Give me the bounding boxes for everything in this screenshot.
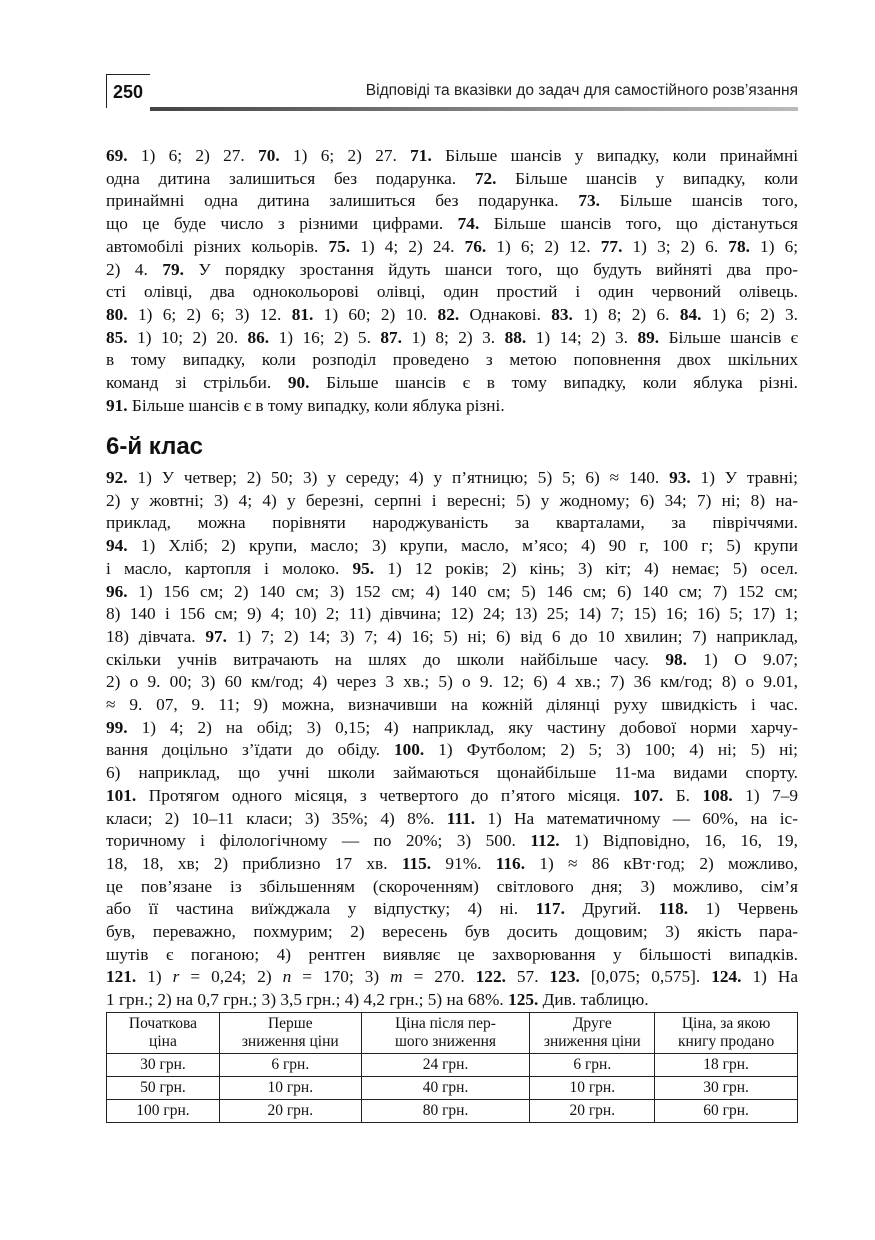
problem-number: 123. — [549, 967, 580, 987]
text-line — [106, 349, 798, 372]
answer-text: Більше шансів є в тому випадку, коли яблука різні. — [127, 395, 505, 415]
problem-number: 89. — [637, 327, 660, 347]
answer-text: 1) 6; 2) 27. — [279, 146, 411, 165]
answer-text: Протягом одного місяця, з четвертого до п’ятого місяця. — [136, 785, 633, 805]
problem-number: 92. — [106, 468, 128, 487]
table-cell: 6 грн. — [530, 1054, 655, 1077]
answer-text: = 170; 3) — [291, 967, 391, 987]
table-header-text: ціна — [149, 1033, 177, 1050]
text-line — [106, 467, 798, 490]
problem-number: 111. — [446, 808, 476, 828]
table-header-cell — [530, 1013, 655, 1054]
answer-text: ≈ 9. 07, 9. 11; 9) можна, визначивши на кожній ділянці руху швидкість і час. — [106, 695, 798, 715]
text-line — [106, 236, 798, 259]
table-header-row — [107, 1013, 798, 1054]
problem-number: 96. — [106, 581, 128, 601]
answer-text: був, переважно, похмурим; 2) вересень був досить дощовим; 3) якість пара- — [106, 922, 798, 942]
table-cell: 60 грн. — [655, 1100, 798, 1123]
table-cell: 80 грн. — [361, 1100, 530, 1123]
text-line — [106, 989, 798, 1012]
answer-text: 1) ≈ 86 кВт·год; 2) можливо, — [525, 853, 798, 873]
text-line — [106, 694, 798, 717]
answer-text: 1) Хліб; 2) крупи, масло; 3) крупи, масло, м’ясо; 4) 90 г, 100 г; 5) крупи — [127, 536, 798, 556]
answer-text: Однакові. — [459, 304, 552, 324]
page-header — [106, 74, 798, 112]
problem-number: 122. — [475, 967, 506, 987]
answer-text: 1) 8; 2) 3. — [402, 327, 505, 347]
table-header-cell — [361, 1013, 530, 1054]
answer-text: 91%. — [431, 853, 496, 873]
answer-text: в тому випадку, коли розподіл проведено з метою поповнення двох шкільних — [106, 350, 798, 370]
problem-number: 124. — [711, 967, 742, 987]
problem-number: 117. — [535, 899, 565, 919]
text-line — [106, 327, 798, 350]
page-number: 250 — [106, 74, 150, 108]
answer-text: 1) На — [741, 967, 799, 987]
text-line — [106, 304, 798, 327]
text-line — [106, 281, 798, 304]
answer-text: 2) о 9. 00; 3) 60 км/год; 4) через 3 хв.; 5) о 9. 12; 6) 4 хв.; 7) 36 км/год; 8) о 9.01, — [106, 672, 798, 692]
answer-text: Більше шансів у випадку, коли принаймні — [431, 146, 799, 165]
problem-number: 87. — [380, 327, 402, 347]
section-title: 6-й клас — [106, 433, 204, 460]
problem-number: 88. — [504, 327, 527, 347]
header-rule — [150, 107, 798, 111]
answer-text: 18, 18, хв; 2) приблизно 17 хв. — [106, 853, 402, 873]
answer-text: 57. — [505, 967, 550, 987]
answer-text: 1) 3; 2) 6. — [622, 236, 729, 256]
problem-number: 100. — [393, 740, 425, 760]
answer-text: 1) 4; 2) на обід; 3) 0,15; 4) наприклад, яку частину добової норми харчу- — [127, 717, 798, 737]
problem-number: 98. — [665, 649, 687, 669]
answer-text: принаймні одна дитина залишиться без подарунка. — [106, 191, 579, 211]
text-line — [106, 558, 798, 581]
table-cell: 40 грн. — [361, 1077, 530, 1100]
answer-text: приклад, можна порівняти народжуваність за кварталами, за півріччями. — [106, 513, 798, 533]
answer-text: 1) 4; 2) 24. — [350, 236, 465, 256]
problem-number: 83. — [551, 304, 573, 324]
table-row — [107, 1054, 798, 1077]
text-line — [106, 876, 798, 899]
answer-text: 1) 7–9 — [732, 785, 798, 805]
table-cell: 20 грн. — [219, 1100, 361, 1123]
answer-text: і масло, картопля і молоко. — [106, 558, 353, 578]
answer-text: 2) у жовтні; 3) 4; 4) у березні, серпні і вересні; 5) у жодному; 6) 34; 7) ні; 8) на- — [106, 490, 798, 510]
problem-number: 91. — [106, 395, 128, 415]
problem-number: 95. — [352, 558, 375, 578]
answer-text: або її частина виїжджала у відпустку; 4) ні. — [106, 899, 536, 919]
text-line — [106, 853, 798, 876]
table-header-text: зниження ціни — [241, 1033, 339, 1050]
answer-text: 1 грн.; 2) на 0,7 грн.; 3) 3,5 грн.; 4) 4,2 грн.; 5) на 68%. — [106, 990, 509, 1010]
table-row — [107, 1077, 798, 1100]
problem-number: 73. — [578, 191, 600, 211]
answer-text: 1) 12 років; 2) кінь; 3) кіт; 4) немає; 5) осел. — [374, 558, 798, 578]
answer-text: 1) Футболом; 2) 5; 3) 100; 4) ні; 5) ні; — [424, 740, 798, 760]
answer-text: 1) У травні; — [690, 468, 798, 487]
problem-number: 78. — [728, 236, 750, 256]
answer-text: 1) — [136, 967, 173, 987]
answer-text: 1) 7; 2) 14; 3) 7; 4) 16; 5) ні; 6) від 6 до 10 хвилин; 7) наприклад, — [226, 626, 798, 646]
table-cell: 30 грн. — [655, 1077, 798, 1100]
problem-number: 108. — [702, 785, 733, 805]
answer-text: 1) 6; 2) 3. — [701, 304, 799, 324]
answer-text: Більше шансів того, що дістануться — [479, 214, 798, 234]
text-line — [106, 830, 798, 853]
problem-number: 80. — [106, 304, 128, 324]
table-cell: 20 грн. — [530, 1100, 655, 1123]
answer-text: У порядку зростання йдуть шанси того, що будуть вийняті два про- — [183, 259, 798, 279]
table-cell: 10 грн. — [219, 1077, 361, 1100]
answer-text: команд зі стрільби. — [106, 373, 288, 393]
answer-text: 8) 140 і 156 см; 9) 4; 10) 2; 11) дівчина; 12) 24; 13) 25; 14) 7; 15) 16; 16) 5; 17) 1; — [106, 604, 798, 624]
table-cell: 30 грн. — [107, 1054, 220, 1077]
text-line — [106, 603, 798, 626]
problem-number: 76. — [464, 236, 487, 256]
text-line — [106, 512, 798, 535]
answer-text: Більше шансів є — [659, 327, 799, 347]
problem-number: 75. — [328, 236, 351, 256]
price-table — [106, 1012, 798, 1123]
answer-text: шутів є поганою; 4) рентген виявляє це захворювання у більшості випадків. — [106, 944, 798, 964]
problem-number: 70. — [258, 146, 280, 165]
text-line — [106, 921, 798, 944]
table-cell: 50 грн. — [107, 1077, 220, 1100]
text-line — [106, 898, 798, 921]
table-header-text: зниження ціни — [543, 1033, 641, 1050]
answer-text: [0,075; 0,575]. — [579, 967, 712, 987]
answer-text: Більше шансів того, — [599, 191, 798, 211]
answer-text: Більше шансів є в тому випадку, коли яблука різні. — [309, 373, 798, 393]
math-variable: m — [390, 967, 403, 987]
text-line — [106, 671, 798, 694]
table-header-text: Початкова — [128, 1015, 197, 1032]
table-header-text: Ціна, за якою — [681, 1015, 771, 1032]
text-line — [106, 535, 798, 558]
table-header-cell — [107, 1013, 220, 1054]
running-title: Відповіді та вказівки до задач для самостійного розв’язання — [365, 82, 798, 99]
answer-text: скільки учнів витрачають на шлях до школи найбільше часу. — [106, 649, 666, 669]
table-cell: 18 грн. — [655, 1054, 798, 1077]
problem-number: 99. — [106, 717, 128, 737]
problem-number: 71. — [410, 146, 432, 165]
text-line — [106, 145, 798, 168]
text-line — [106, 395, 798, 418]
problem-number: 90. — [287, 373, 310, 393]
text-line — [106, 944, 798, 967]
answer-text: 18) дівчата. — [106, 626, 206, 646]
answer-text: = 0,24; 2) — [179, 967, 283, 987]
table-cell: 10 грн. — [530, 1077, 655, 1100]
problem-number: 77. — [600, 236, 623, 256]
answer-text: одна дитина залишиться без подарунка. — [106, 168, 475, 188]
problem-number: 118. — [658, 899, 689, 919]
answer-text: що це буде число з різними цифрами. — [106, 214, 458, 234]
text-line — [106, 785, 798, 808]
answer-text: = 270. — [402, 967, 476, 987]
table-header-text: Перше — [267, 1015, 313, 1032]
problem-number: 101. — [106, 785, 137, 805]
text-line — [106, 581, 798, 604]
answers-grade-5-paragraph — [106, 145, 798, 417]
problem-number: 107. — [632, 785, 664, 805]
problem-number: 86. — [247, 327, 270, 347]
table-header-text: книгу продано — [677, 1033, 775, 1050]
answer-text: 2) 4. — [106, 259, 163, 279]
text-line — [106, 717, 798, 740]
table-row — [107, 1100, 798, 1123]
answer-text: 1) 8; 2) 6. — [572, 304, 680, 324]
answer-text: торичному і філологічному — по 20%; 3) 500. — [106, 831, 531, 851]
problem-number: 85. — [106, 327, 128, 347]
answer-text: 1) 60; 2) 10. — [313, 304, 438, 324]
answer-text: 1) 10; 2) 20. — [127, 327, 248, 347]
problem-number: 69. — [106, 146, 128, 165]
table-header-cell — [219, 1013, 361, 1054]
table-header-text: Ціна після пер- — [395, 1015, 496, 1032]
math-variable: r — [172, 967, 180, 987]
text-line — [106, 739, 798, 762]
answer-text: автомобілі різних кольорів. — [106, 236, 329, 256]
problem-number: 74. — [457, 214, 480, 234]
answer-text: Див. таблицю. — [538, 990, 649, 1010]
answer-text: 1) 156 см; 2) 140 см; 3) 152 см; 4) 140 см; 5) 146 см; 6) 140 см; 7) 152 см; — [127, 581, 798, 601]
text-line — [106, 213, 798, 236]
text-line — [106, 190, 798, 213]
answer-text: 6) наприклад, що учні школи займаються щонайбільше 11-ма видами спорту. — [106, 763, 798, 783]
problem-number: 116. — [495, 853, 526, 873]
answer-text: 1) 16; 2) 5. — [269, 327, 381, 347]
problem-number: 72. — [474, 168, 497, 188]
text-line — [106, 259, 798, 282]
problem-number: 94. — [106, 536, 128, 556]
problem-number: 81. — [291, 304, 314, 324]
problem-number: 82. — [437, 304, 460, 324]
answer-text: 1) 6; 2) 6; 3) 12. — [127, 304, 292, 324]
table-cell: 100 грн. — [107, 1100, 220, 1123]
text-line — [106, 808, 798, 831]
answers-grade-6-paragraph — [106, 467, 798, 1012]
text-line — [106, 762, 798, 785]
table-cell: 24 грн. — [361, 1054, 530, 1077]
answer-text: сті олівці, два однокольорові олівці, один простий і один червоний олівець. — [106, 282, 798, 302]
text-line — [106, 168, 798, 191]
answer-text: Другий. — [564, 899, 659, 919]
problem-number: 84. — [679, 304, 702, 324]
table-cell: 6 грн. — [219, 1054, 361, 1077]
answer-text: 1) На математичному — 60%, на іс- — [475, 808, 798, 828]
answer-text: 1) 6; — [749, 236, 799, 256]
text-line — [106, 966, 798, 989]
answer-text: 1) У четвер; 2) 50; 3) у середу; 4) у п’ятницю; 5) 5; 6) ≈ 140. — [127, 468, 670, 487]
text-line — [106, 626, 798, 649]
problem-number: 125. — [508, 990, 539, 1010]
table-header-text: шого зниження — [394, 1033, 497, 1050]
answer-text: 1) 6; 2) 27. — [127, 146, 259, 165]
text-line — [106, 490, 798, 513]
problem-number: 79. — [162, 259, 184, 279]
math-variable: n — [282, 967, 292, 987]
problem-number: 97. — [205, 626, 227, 646]
answer-text: вання доцільно з’їдати до обіду. — [106, 740, 394, 760]
answer-text: 1) О 9.07; — [686, 649, 798, 669]
problem-number: 112. — [530, 831, 560, 851]
table-body — [107, 1054, 798, 1123]
problem-number: 121. — [106, 967, 137, 987]
table-header-text: Друге — [572, 1015, 612, 1032]
text-line — [106, 372, 798, 395]
answer-text: 1) 14; 2) 3. — [526, 327, 638, 347]
answer-text: класи; 2) 10–11 класи; 3) 35%; 4) 8%. — [106, 808, 447, 828]
problem-number: 93. — [669, 468, 691, 487]
answer-text: це пов’язане із збільшенням (скороченням) світлового дня; 3) можливо, сім’я — [106, 876, 798, 896]
answer-text: 1) Червень — [688, 899, 799, 919]
problem-number: 115. — [401, 853, 432, 873]
text-line — [106, 649, 798, 672]
answer-text: Більше шансів у випадку, коли — [496, 168, 798, 188]
answer-text: 1) Відповідно, 16, 16, 19, — [559, 831, 798, 851]
answer-text: Б. — [663, 785, 703, 805]
answer-text: 1) 6; 2) 12. — [486, 236, 601, 256]
table-header-cell — [655, 1013, 798, 1054]
